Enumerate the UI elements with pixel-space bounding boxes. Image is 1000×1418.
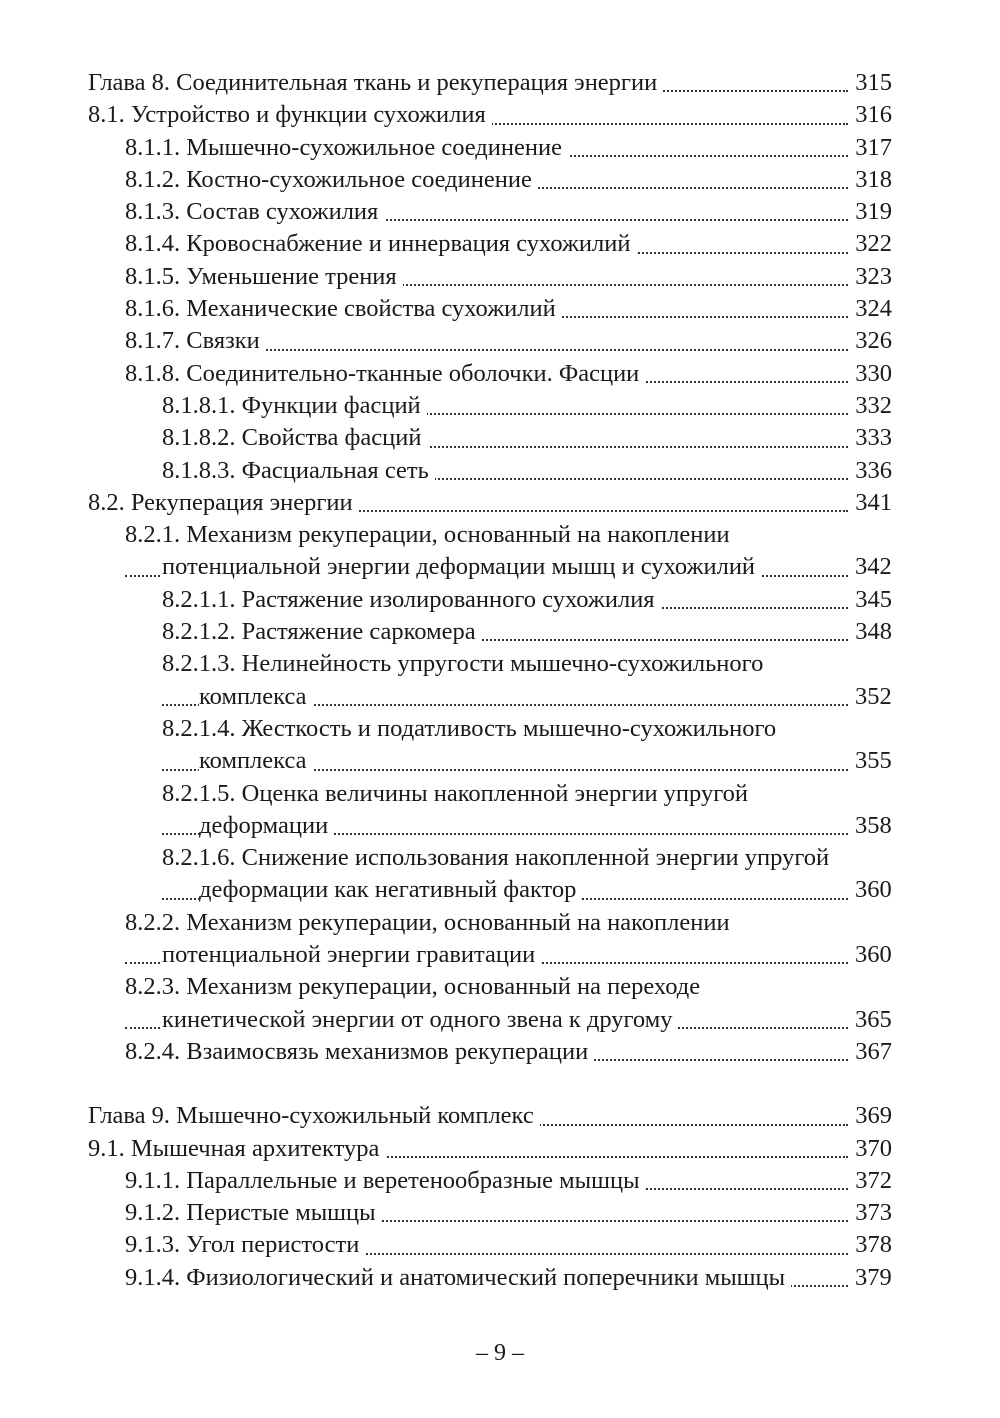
toc-entry-title: 8.2.1.1. Растяжение изолированного сухожилия bbox=[162, 586, 661, 613]
toc-entry-title: Глава 9. Мышечно-сухожильный комплекс bbox=[88, 1102, 540, 1129]
toc-entry bbox=[125, 325, 892, 357]
toc-entry bbox=[162, 842, 892, 907]
toc-entry-page: 372 bbox=[851, 1165, 892, 1197]
toc-entry-title: 8.2.4. Взаимосвязь механизмов рекуперации bbox=[125, 1038, 594, 1065]
toc-entry-title: 8.2.1.2. Растяжение саркомера bbox=[162, 618, 482, 645]
toc-entry-title: 8.1. Устройство и функции сухожилия bbox=[88, 101, 492, 128]
toc-entry-page: 318 bbox=[851, 164, 892, 196]
toc-entry-page: 348 bbox=[851, 616, 892, 648]
toc-entry-title: 8.1.5. Уменьшение трения bbox=[125, 263, 403, 290]
toc-entry-page: 360 bbox=[888, 939, 892, 971]
toc-entry-title: 8.1.8.3. Фасциальная сеть bbox=[162, 457, 435, 484]
toc-entry bbox=[88, 1100, 892, 1132]
toc-entry-title: 8.1.8.2. Свойства фасций bbox=[162, 424, 428, 451]
toc-entry bbox=[125, 1197, 892, 1229]
toc-entry bbox=[125, 1165, 892, 1197]
toc-entry-title: 8.1.2. Костно-сухожильное соединение bbox=[125, 166, 538, 193]
toc-entry bbox=[125, 1229, 892, 1261]
toc-entry-title: 9.1.3. Угол перистости bbox=[125, 1231, 365, 1258]
toc-entry-title: 8.1.3. Состав сухожилия bbox=[125, 198, 384, 225]
toc-entry-page: 330 bbox=[851, 358, 892, 390]
toc-entry-title: 8.2. Рекуперация энергии bbox=[88, 489, 359, 516]
toc-entry-title: 8.1.8.1. Функции фасций bbox=[162, 392, 427, 419]
toc-entry-page: 358 bbox=[888, 810, 892, 842]
toc-entry bbox=[162, 616, 892, 648]
toc-entry-title: 8.1.7. Связки bbox=[125, 327, 266, 354]
toc-entry bbox=[125, 519, 892, 584]
toc-entry-page: 315 bbox=[851, 67, 892, 99]
table-of-contents bbox=[88, 67, 892, 1294]
toc-entry-title: 8.1.8. Соединительно-тканные оболочки. Фасции bbox=[125, 360, 645, 387]
toc-entry-title: 8.2.1.6. Снижение использования накопленной энергии упругой деформации как негативный фактор bbox=[162, 844, 830, 904]
toc-entry-title: 9.1.1. Параллельные и веретенообразные мышцы bbox=[125, 1167, 646, 1194]
toc-entry-page: 352 bbox=[888, 681, 892, 713]
toc-entry-title: 9.1.4. Физиологический и анатомический поперечники мышцы bbox=[125, 1264, 791, 1291]
toc-entry-page: 370 bbox=[851, 1133, 892, 1165]
toc-entry bbox=[125, 1036, 892, 1068]
toc-entry bbox=[162, 455, 892, 487]
toc-entry bbox=[125, 164, 892, 196]
toc-entry-title: 8.1.1. Мышечно-сухожильное соединение bbox=[125, 134, 568, 161]
toc-entry bbox=[125, 228, 892, 260]
toc-entry-page: 360 bbox=[888, 874, 892, 906]
toc-entry bbox=[125, 132, 892, 164]
toc-entry bbox=[162, 584, 892, 616]
toc-entry bbox=[125, 907, 892, 972]
toc-entry-page: 332 bbox=[851, 390, 892, 422]
toc-entry-page: 378 bbox=[851, 1229, 892, 1261]
toc-entry-title: 8.2.1.4. Жесткость и податливость мышечно-сухожильного комплекса bbox=[162, 714, 777, 775]
toc-entry-page: 367 bbox=[851, 1036, 892, 1068]
page-number: – 9 – bbox=[476, 1340, 524, 1366]
toc-entry-title: 8.2.1. Механизм рекуперации, основанный на накоплении потенциальной энергии деформации мышц и сухожилий bbox=[125, 521, 761, 580]
toc-entry bbox=[162, 648, 892, 713]
toc-entry-title: 9.1.2. Перистые мышцы bbox=[125, 1199, 382, 1226]
toc-entry-title: 8.1.4. Кровоснабжение и иннервация сухожилий bbox=[125, 230, 636, 257]
chapter-gap bbox=[88, 1068, 892, 1100]
toc-entry-page: 323 bbox=[851, 261, 892, 293]
toc-entry bbox=[125, 971, 892, 1036]
toc-entry bbox=[125, 358, 892, 390]
toc-entry-page: 319 bbox=[851, 196, 892, 228]
toc-entry-page: 341 bbox=[851, 487, 892, 519]
toc-entry-page: 336 bbox=[851, 455, 892, 487]
toc-entry-page: 355 bbox=[888, 745, 892, 777]
toc-entry bbox=[125, 261, 892, 293]
toc-entry-title: 8.2.1.5. Оценка величины накопленной энергии упругой деформации bbox=[162, 779, 749, 839]
toc-entry bbox=[125, 196, 892, 228]
toc-entry-title: 8.1.6. Механические свойства сухожилий bbox=[125, 295, 562, 322]
toc-entry bbox=[162, 390, 892, 422]
toc-entry bbox=[162, 713, 892, 778]
toc-entry-page: 373 bbox=[851, 1197, 892, 1229]
toc-entry-page: 342 bbox=[888, 551, 892, 583]
toc-entry-title: 8.2.2. Механизм рекуперации, основанный на накоплении потенциальной энергии гравитации bbox=[125, 908, 730, 969]
toc-entry-title: Глава 8. Соединительная ткань и рекуперация энергии bbox=[88, 69, 663, 96]
toc-entry-title: 9.1. Мышечная архитектура bbox=[88, 1135, 385, 1162]
toc-entry-page: 333 bbox=[851, 422, 892, 454]
toc-entry bbox=[88, 67, 892, 99]
chapter-9-list bbox=[88, 1100, 892, 1294]
toc-entry-page: 326 bbox=[851, 325, 892, 357]
toc-entry-page: 324 bbox=[851, 293, 892, 325]
toc-entry bbox=[125, 1262, 892, 1294]
toc-entry bbox=[162, 778, 892, 843]
toc-entry bbox=[125, 293, 892, 325]
toc-entry bbox=[162, 422, 892, 454]
toc-entry-page: 322 bbox=[851, 228, 892, 260]
toc-entry bbox=[88, 1133, 892, 1165]
toc-entry-title: 8.2.3. Механизм рекуперации, основанный на переходе кинетической энергии от одного звена к другому bbox=[125, 973, 701, 1033]
toc-entry-page: 379 bbox=[888, 1262, 892, 1294]
toc-entry-page: 317 bbox=[851, 132, 892, 164]
toc-entry bbox=[88, 487, 892, 519]
toc-entry bbox=[88, 99, 892, 131]
toc-entry-page: 365 bbox=[888, 1004, 892, 1036]
toc-entry-page: 345 bbox=[851, 584, 892, 616]
toc-entry-page: 316 bbox=[851, 99, 892, 131]
toc-entry-title: 8.2.1.3. Нелинейность упругости мышечно-сухожильного комплекса bbox=[162, 650, 764, 710]
chapter-8-list bbox=[88, 67, 892, 1068]
toc-entry-page: 369 bbox=[851, 1100, 892, 1132]
